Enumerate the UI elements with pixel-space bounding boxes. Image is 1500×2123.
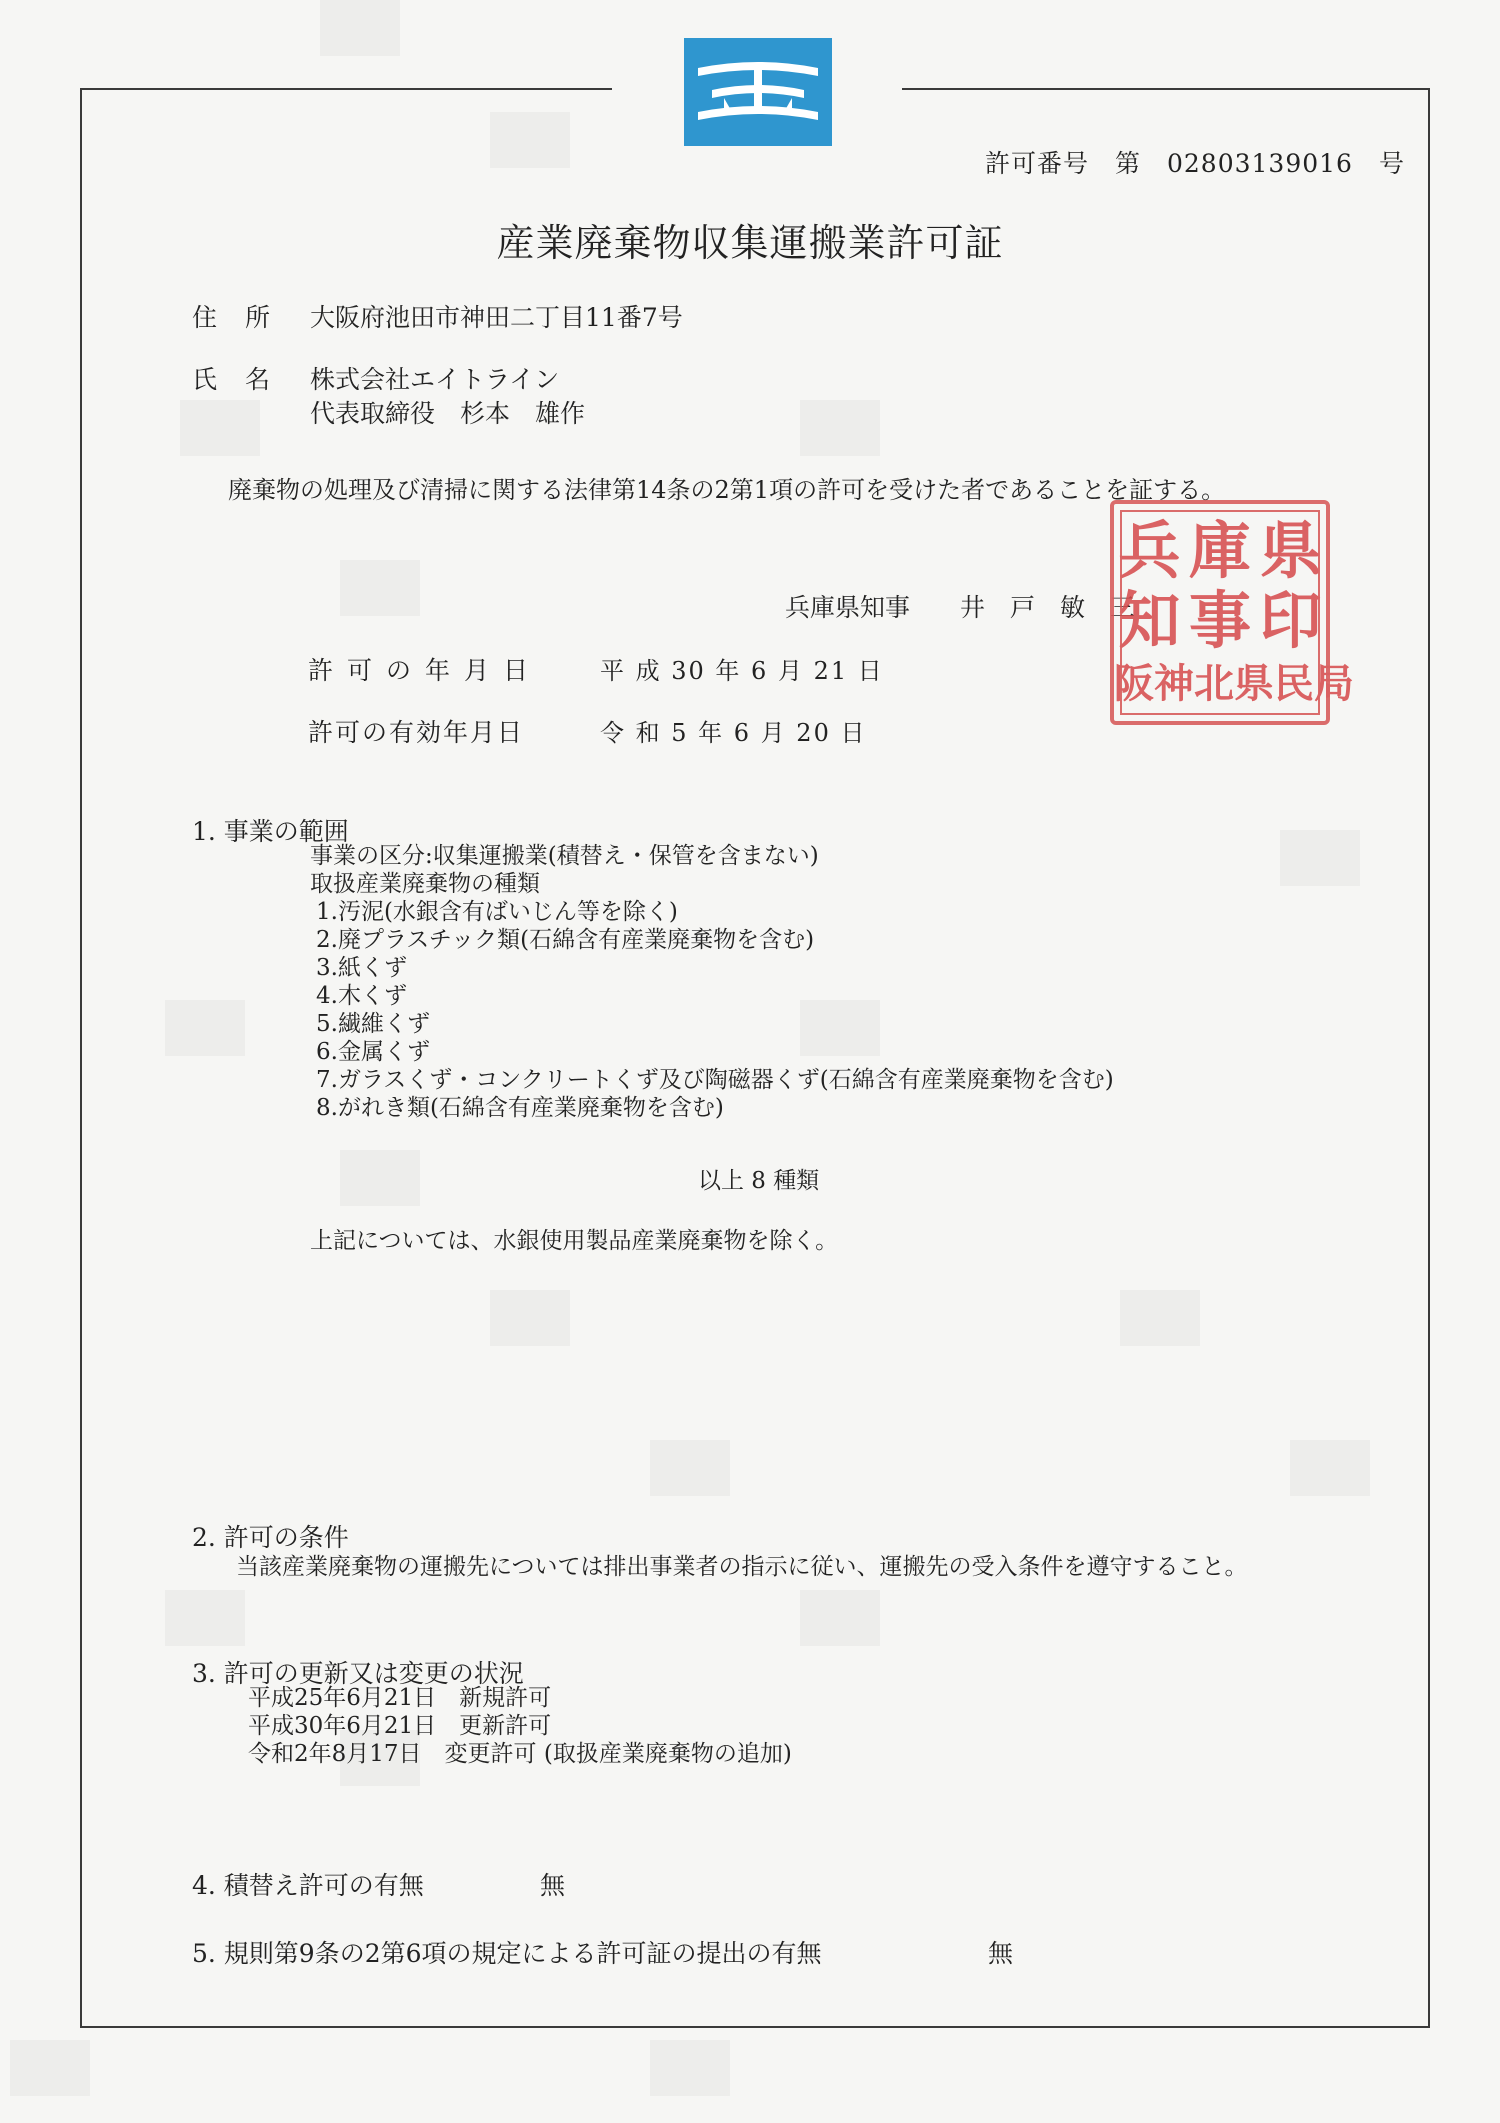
- seal-char: 民: [1274, 660, 1314, 707]
- section1-note: 上記については、水銀使用製品産業廃棄物を除く。: [310, 1228, 839, 1254]
- waste-types-heading: 取扱産業廃棄物の種類: [310, 871, 540, 897]
- section2-body: 当該産業廃棄物の運搬先については排出事業者の指示に従い、運搬先の受入条件を遵守すること。: [236, 1554, 1248, 1580]
- business-category: 事業の区分:収集運搬業(積替え・保管を含まない): [310, 843, 819, 869]
- seal-char: 神: [1154, 660, 1194, 707]
- history-line: 平成30年6月21日 更新許可: [248, 1713, 552, 1739]
- seal-char: 知: [1118, 584, 1181, 657]
- certification-statement: 廃棄物の処理及び清掃に関する法律第14条の2第1項の許可を受けた者であることを証する。: [228, 476, 1226, 504]
- waste-type-item: 7.ガラスくず・コンクリートくず及び陶磁器くず(石綿含有産業廃棄物を含む): [316, 1067, 1114, 1093]
- address-label: 住所: [192, 303, 299, 332]
- section3-body: [248, 1684, 792, 1768]
- section5-heading: 5. 規則第9条の2第6項の規定による許可証の提出の有無: [192, 1939, 822, 1968]
- seal-char: 兵: [1118, 514, 1181, 587]
- name-label: 氏名: [192, 365, 299, 394]
- seal-char: 庫: [1188, 514, 1251, 587]
- section4-heading: 4. 積替え許可の有無: [192, 1871, 424, 1900]
- valid-until-label: 許可の有効年月日: [308, 718, 525, 747]
- section1-heading: 1. 事業の範囲: [192, 817, 349, 846]
- seal-char: 県: [1234, 660, 1274, 707]
- permit-number: 許可番号 第 02803139016 号: [985, 149, 1405, 178]
- section3-heading: 3. 許可の更新又は変更の状況: [192, 1659, 524, 1688]
- waste-type-item: 6.金属くず: [316, 1039, 430, 1065]
- seal-char: 事: [1188, 584, 1251, 657]
- seal-char: 阪: [1114, 660, 1154, 707]
- document-title: 産業廃棄物収集運搬業許可証: [496, 221, 1004, 265]
- valid-until-value: 令 和 5 年 6 月 20 日: [600, 719, 867, 747]
- waste-type-item: 1.汚泥(水銀含有ばいじん等を除く): [316, 899, 678, 925]
- waste-type-item: 4.木くず: [316, 983, 407, 1009]
- waste-type-item: 2.廃プラスチック類(石綿含有産業廃棄物を含む): [316, 927, 815, 953]
- watermark-emblem: [320, 0, 400, 56]
- seal-char: 局: [1314, 660, 1354, 707]
- section2-heading: 2. 許可の条件: [192, 1523, 349, 1552]
- permit-date-value: 平 成 30 年 6 月 21 日: [600, 657, 884, 685]
- seal-char: 印: [1259, 584, 1322, 657]
- address-value: 大阪府池田市神田二丁目11番7号: [310, 303, 683, 332]
- history-line: 令和2年8月17日 変更許可 (取扱産業廃棄物の追加): [248, 1741, 792, 1767]
- waste-type-item: 8.がれき類(石綿含有産業廃棄物を含む): [316, 1095, 724, 1121]
- governor-title: 兵庫県知事: [785, 593, 911, 622]
- company-name: 株式会社エイトライン: [310, 365, 560, 394]
- waste-types-total: 以上 8 種類: [698, 1168, 820, 1194]
- section5-value: 無: [988, 1939, 1014, 1968]
- section1-body: [310, 842, 1114, 1122]
- permit-date-label: 許可の年月日: [308, 656, 543, 685]
- official-seal: [1110, 500, 1354, 725]
- history-line: 平成25年6月21日 新規許可: [248, 1685, 552, 1711]
- watermark-emblem: [10, 2040, 90, 2096]
- watermark-emblem: [650, 2040, 730, 2096]
- waste-type-item: 3.紙くず: [316, 955, 407, 981]
- representative-name: 代表取締役 杉本 雄作: [310, 399, 586, 428]
- prefecture-emblem-icon: [684, 38, 832, 146]
- governor-name: 井 戸 敏 三: [960, 593, 1136, 622]
- seal-char: 県: [1259, 514, 1322, 587]
- waste-type-item: 5.繊維くず: [316, 1011, 430, 1037]
- seal-char: 北: [1194, 660, 1234, 707]
- section4-value: 無: [540, 1871, 566, 1900]
